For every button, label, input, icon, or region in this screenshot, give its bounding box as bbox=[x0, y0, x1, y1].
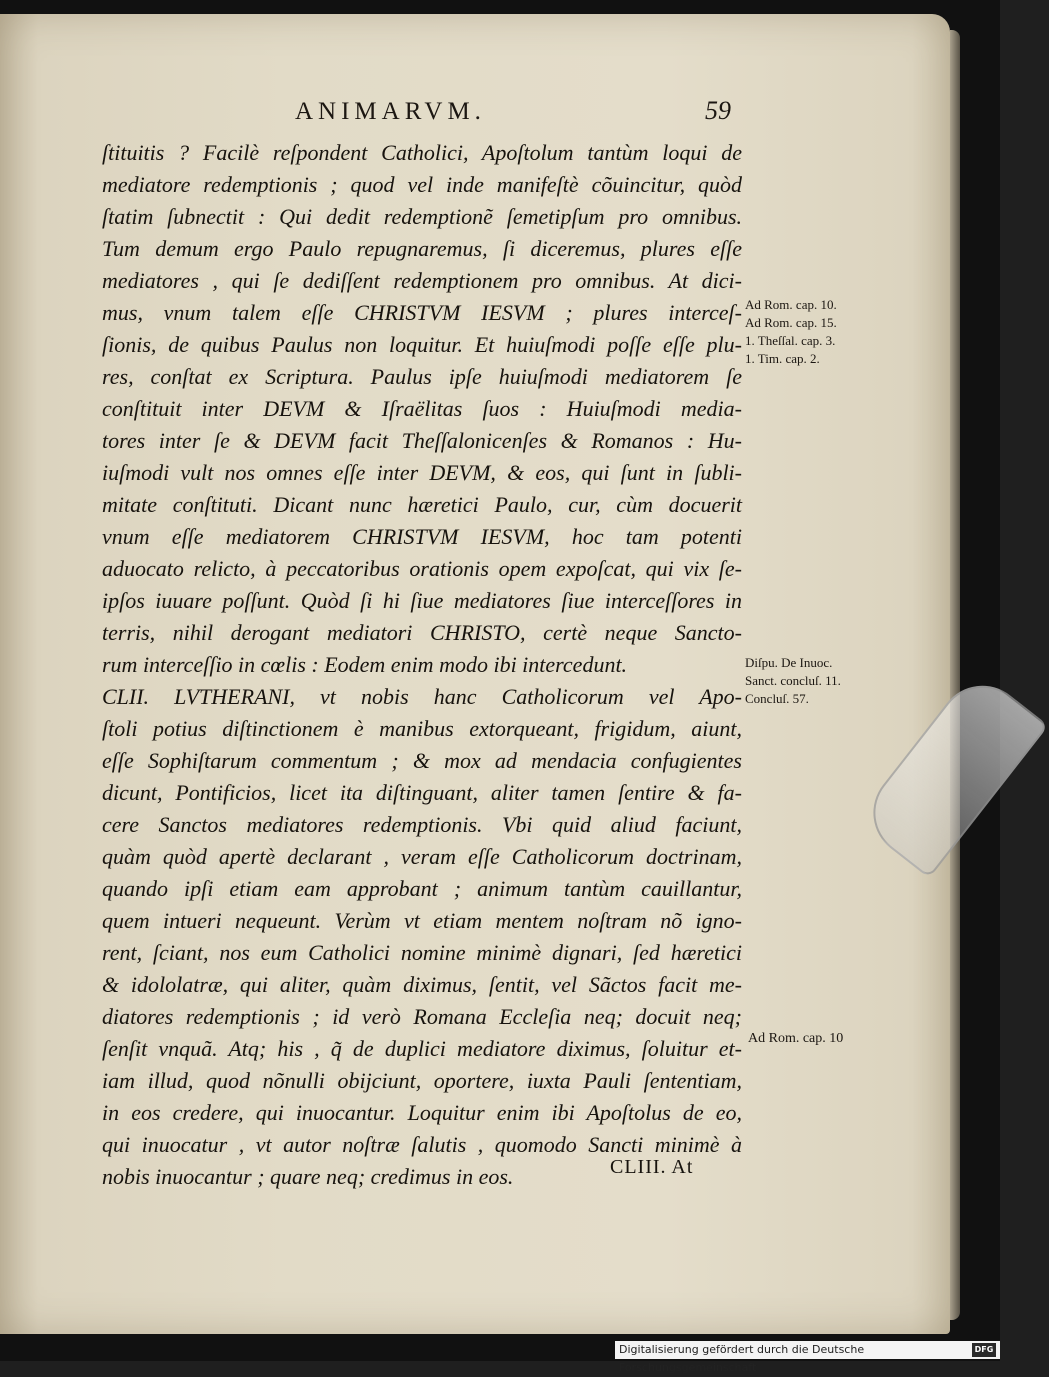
text-line: nobis inuocantur ; quare neq; credimus in eos. bbox=[102, 1164, 514, 1189]
text-line: vnum eſſe mediatorem CHRISTVM IESVM, hoc tam potenti bbox=[102, 524, 742, 549]
text-line: terris, nihil derogant mediatori CHRISTO, certè neque Sancto- bbox=[102, 620, 742, 645]
book-page bbox=[0, 14, 950, 1334]
text-line: mus, vnum talem eſſe CHRISTVM IESVM ; plures interceſ- bbox=[102, 300, 742, 325]
digitization-credit bbox=[615, 1341, 1000, 1374]
text-line: aduocato relicto, à peccatoribus orationis opem expoſcat, qui vix ſe- bbox=[102, 556, 742, 581]
page-edge-shadow bbox=[950, 30, 960, 1320]
marginal-note bbox=[745, 296, 837, 368]
text-line: iuſmodi vult nos omnes eſſe inter DEVM, & eos, qui ſunt in ſubli- bbox=[102, 460, 742, 485]
catchword: CLIII. At bbox=[610, 1156, 694, 1178]
footer-text: Digitalisierung gefördert durch die Deutsche Forschungsgemeinschaft bbox=[619, 1343, 865, 1374]
marginal-note-line: Ad Rom. cap. 10 bbox=[748, 1031, 844, 1046]
text-line: Tum demum ergo Paulo repugnaremus, ſi diceremus, plures eſſe bbox=[102, 236, 742, 261]
text-line: mediatores , qui ſe dediſſent redemptionem pro omnibus. At dici- bbox=[102, 268, 742, 293]
text-line: qui inuocatur , vt autor noſtræ ſalutis , quomodo Sancti minimè à bbox=[102, 1132, 742, 1157]
running-head: ANIMARVM. bbox=[295, 98, 486, 125]
text-line: res, conſtat ex Scriptura. Paulus ipſe huiuſmodi mediatorem ſe bbox=[102, 364, 742, 389]
text-line: ſtoli potius diſtinctionem è manibus extorqueant, frigidum, aiunt, bbox=[102, 716, 742, 741]
text-line: dicunt, Pontificios, licet ita diſtinguant, aliter tamen ſentire & fa- bbox=[102, 780, 742, 805]
text-line: ſenſit vnquã. Atq; his , q̃ de duplici mediatore diximus, ſoluitur et- bbox=[102, 1036, 742, 1061]
show-through-text bbox=[640, 92, 940, 132]
text-line: in eos credere, qui inuocantur. Loquitur enim ibi Apoſtolus de eo, bbox=[102, 1100, 742, 1125]
text-line: quando ipſi etiam eam approbant ; animum tantùm cauillantur, bbox=[102, 876, 742, 901]
text-line: conſtituit inter DEVM & Iſraëlitas ſuos : Huiuſmodi media- bbox=[102, 396, 742, 421]
text-line: diatores redemptionis ; id verò Romana Eccleſia neq; docuit neq; bbox=[102, 1004, 742, 1029]
text-line: ſionis, de quibus Paulus non loquitur. Et huiuſmodi poſſe eſſe plu- bbox=[102, 332, 742, 357]
text-line: CLII. LVTHERANI, vt nobis hanc Catholicorum vel Apo- bbox=[102, 684, 742, 709]
marginal-note-line: Sanct. concluſ. 11. bbox=[745, 673, 841, 688]
text-line: quàm quòd apertè declarant , veram eſſe Catholicorum doctrinam, bbox=[102, 844, 742, 869]
text-line: rum interceſſio in cœlis : Eodem enim modo ibi intercedunt. bbox=[102, 652, 628, 677]
text-line: ſtatim ſubnectit : Qui dedit redemptionẽ ſemetipſum pro omnibus. bbox=[102, 204, 742, 229]
marginal-note bbox=[745, 654, 841, 708]
marginal-note bbox=[748, 1030, 843, 1048]
dfg-logo-icon: DFG bbox=[972, 1343, 996, 1357]
text-line: iam illud, quod nõnulli obijciunt, oportere, iuxta Pauli ſententiam, bbox=[102, 1068, 742, 1093]
text-line: tores inter ſe & DEVM facit Theſſalonicenſes & Romanos : Hu- bbox=[102, 428, 742, 453]
marginal-note-line: Concluſ. 57. bbox=[745, 691, 809, 706]
text-line: mediatore redemptionis ; quod vel inde manifeſtè cõuincitur, quòd bbox=[102, 172, 742, 197]
text-line: ſtituitis ? Facilè reſpondent Catholici, Apoſtolum tantùm loqui de bbox=[102, 140, 742, 165]
text-line: ipſos iuuare poſſunt. Quòd ſi hi ſiue mediatores ſiue interceſſores in bbox=[102, 588, 742, 613]
page-number: 59 bbox=[705, 96, 731, 125]
text-line: rent, ſciant, nos eum Catholici nomine minimè dignari, ſed hæretici bbox=[102, 940, 742, 965]
text-line: cere Sanctos mediatores redemptionis. Vbi quid aliud faciunt, bbox=[102, 812, 742, 837]
text-line: quem intueri nequeunt. Verùm vt etiam mentem noſtram nõ igno- bbox=[102, 908, 742, 933]
marginal-note-line: 1. Theſſal. cap. 3. bbox=[745, 333, 836, 348]
marginal-note-line: Ad Rom. cap. 15. bbox=[745, 315, 837, 330]
marginal-note-line: 1. Tim. cap. 2. bbox=[745, 351, 820, 366]
marginal-note-line: Ad Rom. cap. 10. bbox=[745, 297, 837, 312]
text-line: & idololatræ, qui aliter, quàm diximus, ſentit, vel Sãctos facit me- bbox=[102, 972, 742, 997]
text-line: mitate conſtituti. Dicant nunc hæretici Paulo, cur, cùm docuerit bbox=[102, 492, 742, 517]
text-line: eſſe Sophiſtarum commentum ; & mox ad mendacia confugientes bbox=[102, 748, 742, 773]
marginal-note-line: Diſpu. De Inuoc. bbox=[745, 655, 833, 670]
